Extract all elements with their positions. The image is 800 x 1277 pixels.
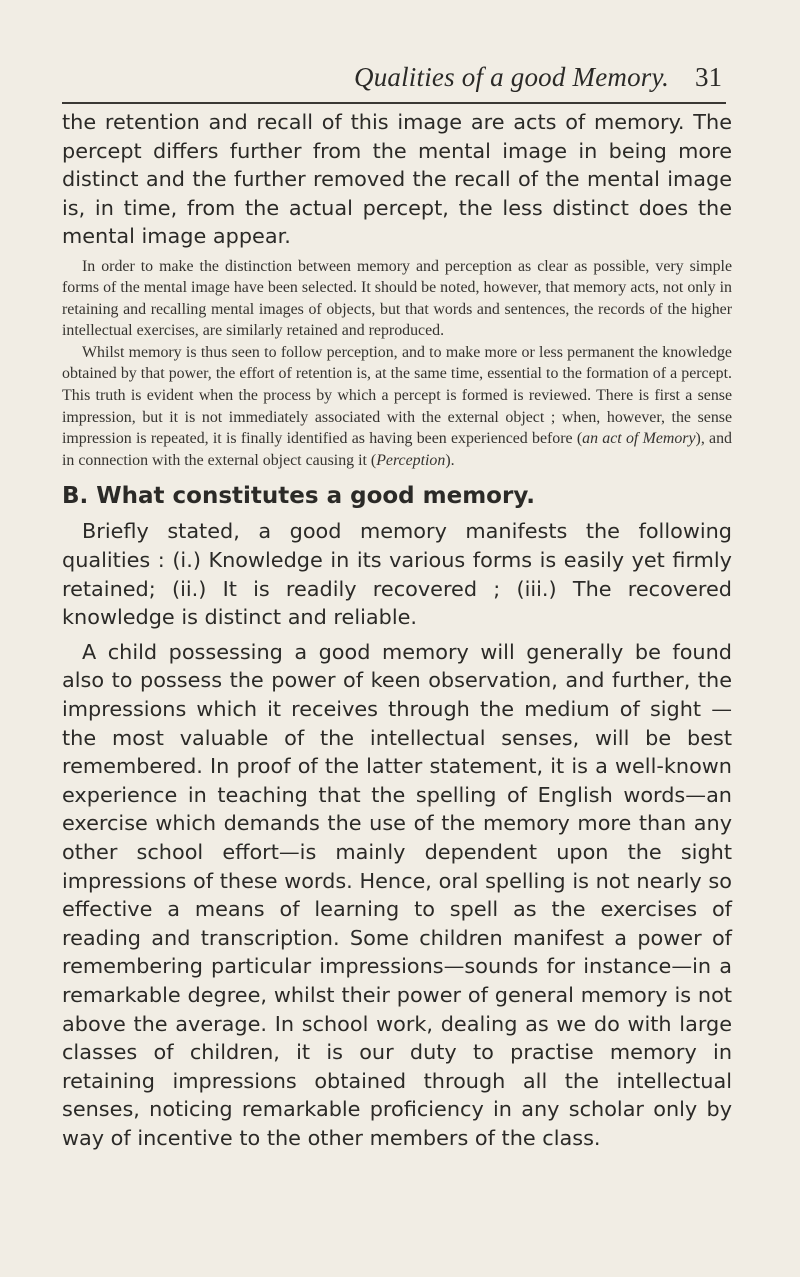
intro-paragraph: the retention and recall of this image are acts of memory. The percept differs further from the mental image in being more distinct and the further removed the recall of the mental image is, in time, from the actual percept, the less distinct does the mental image appear. (62, 110, 732, 248)
body-paragraph-qualities: Briefly stated, a good memory manifests the following qualities : (i.) Knowledge in its various forms is easily yet firmly retained; (ii.) It is readily recovered ; (iii.) The recovered knowledge is distinct and reliable. (62, 519, 732, 630)
body-paragraph-child: A child possessing a good memory will generally be found also to possess the power of keen observation, and further, the impressions which it receives through the medium of sight —the most valuable of the intellectual senses, will be best remembered. In proof of the latter statement, it is a well-known experience in teaching that the spelling of English words—an exercise which demands the use of the memory more than any other school effort—is mainly dependent upon the sight impressions of these words. Hence, oral spelling is not nearly so effective a means of learning to spell as the exercises of reading and transcription. Some children manifest a power of remembering particular impressions—sounds for instance—in a remarkable degree, whilst their power of general memory is not above the average. In school work, dealing as we do with large classes of children, it is our duty to practise memory in retaining impressions obtained through all the intellectual senses, noticing remarkable proficiency in any scholar only by way of incentive to the other members of the class. (62, 639, 732, 1150)
running-head-title: Qualities of a good Memory. (354, 62, 670, 92)
sp2-italic-act-of-memory: an act of Memory (582, 430, 696, 448)
small-print-block (62, 256, 732, 472)
sp2-middle: ), and in connection with the external object causing it ( (62, 430, 732, 469)
main-body-block (62, 517, 732, 1152)
intro-block (62, 108, 732, 251)
small-print-paragraph-2 (62, 342, 732, 472)
page-body (62, 108, 732, 1159)
sp2-end: ). (445, 451, 455, 469)
page-number: 31 (695, 62, 722, 92)
running-head (62, 58, 726, 104)
small-print-paragraph-1: In order to make the distinction between memory and perception as clear as possible, very simple forms of the mental image have been selected. It should be noted, however, that memory acts, not only in retaining and recalling mental images of objects, but that words and sentences, the records of the higher intellectual exercises, are similarly retained and reproduced. (62, 257, 732, 340)
section-heading: B. What constitutes a good memory. (62, 483, 535, 510)
sp2-start: Whilst memory is thus seen to follow perception, and to make more or less permanent the knowledge obtained by that power, the effort of retention is, at the same time, essential to the formation of a percept. This truth is evident when the process by which a percept is formed is reviewed. There is first a sense impression, but it is not immediately associated with the external object ; when, however, the sense impression is repeated, it is finally identified as having been experienced before ( (62, 343, 732, 448)
sp2-italic-perception: Perception (376, 451, 446, 469)
